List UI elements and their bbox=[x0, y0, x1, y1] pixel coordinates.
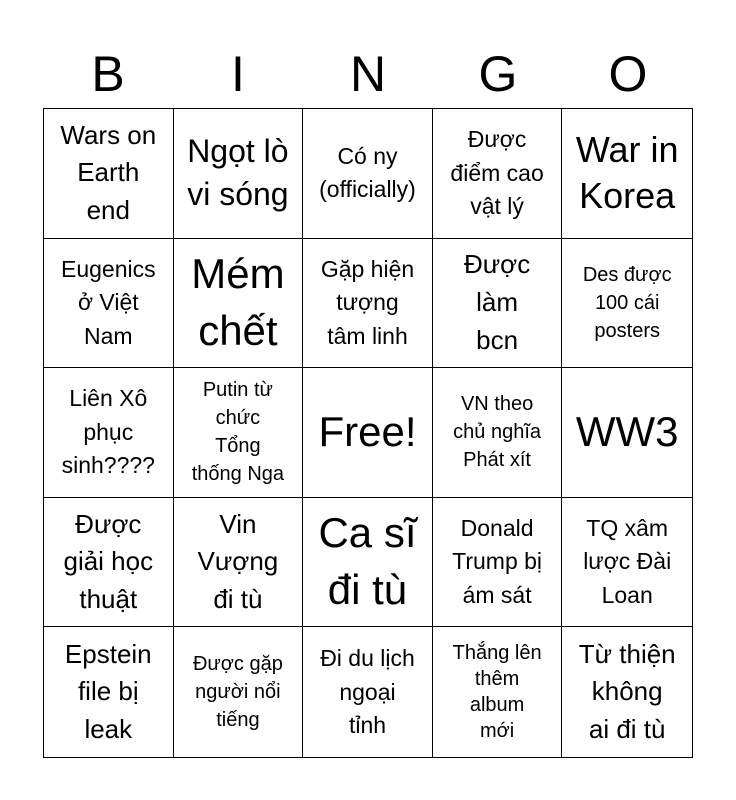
bingo-cell-r2c5[interactable] bbox=[562, 239, 692, 369]
bingo-cell-text: Putin từ chức Tổng thống Nga bbox=[191, 379, 285, 486]
bingo-cell-text: Eugenics ở Việt Nam bbox=[60, 255, 156, 349]
bingo-cell-text: Được gặp người nổi tiếng bbox=[192, 653, 283, 732]
bingo-cell-text: Liên Xô phục sinh???? bbox=[61, 385, 155, 479]
bingo-cell-r3c2[interactable] bbox=[174, 368, 304, 498]
header-letter-o: O bbox=[608, 46, 648, 102]
bingo-cell-text: Có ny (officially) bbox=[319, 142, 416, 203]
bingo-cell-text: Gặp hiện tượng tâm linh bbox=[320, 255, 415, 349]
bingo-cell-r2c1[interactable] bbox=[44, 239, 174, 369]
header-letter-g: G bbox=[478, 46, 518, 102]
header-letter-n: N bbox=[349, 46, 387, 102]
bingo-cell-text: Đi du lịch ngoại tỉnh bbox=[320, 645, 415, 738]
bingo-cell-text: Mém chết bbox=[191, 250, 285, 354]
bingo-cell-r4c4[interactable] bbox=[433, 498, 563, 628]
bingo-cell-text: WW3 bbox=[575, 408, 679, 456]
bingo-cell-text: Epstein file bị leak bbox=[64, 638, 152, 745]
bingo-cell-r1c4[interactable] bbox=[433, 109, 563, 239]
bingo-cell-text: Des được 100 cái posters bbox=[582, 263, 672, 342]
bingo-cell-r2c2[interactable] bbox=[174, 239, 304, 369]
bingo-cell-r4c3[interactable] bbox=[303, 498, 433, 628]
bingo-cell-text: Được làm bcn bbox=[463, 249, 531, 355]
bingo-cell-r1c5[interactable] bbox=[562, 109, 692, 239]
bingo-cell-r4c5[interactable] bbox=[562, 498, 692, 628]
bingo-grid bbox=[43, 108, 693, 758]
bingo-cell-text: Ca sĩ đi tù bbox=[318, 509, 417, 614]
bingo-cell-text: Vin Vượng đi tù bbox=[197, 508, 279, 614]
free-space-label: Free! bbox=[318, 408, 417, 456]
bingo-cell-r3c1[interactable] bbox=[44, 368, 174, 498]
bingo-cell-r3c3-free[interactable] bbox=[303, 368, 433, 498]
bingo-cell-r4c1[interactable] bbox=[44, 498, 174, 628]
bingo-cell-text: Thắng lên thêm album mới bbox=[452, 642, 542, 743]
bingo-cell-r2c4[interactable] bbox=[433, 239, 563, 369]
bingo-cell-r3c5[interactable] bbox=[562, 368, 692, 498]
bingo-cell-text: Donald Trump bị ám sát bbox=[452, 515, 543, 608]
bingo-cell-r5c1[interactable] bbox=[44, 627, 174, 757]
bingo-cell-r4c2[interactable] bbox=[174, 498, 304, 628]
bingo-cell-r5c2[interactable] bbox=[174, 627, 304, 757]
bingo-cell-text: Từ thiện không ai đi tù bbox=[578, 638, 676, 745]
bingo-cell-r1c3[interactable] bbox=[303, 109, 433, 239]
bingo-cell-r5c4[interactable] bbox=[433, 627, 563, 757]
bingo-cell-text: TQ xâm lược Đài Loan bbox=[583, 515, 672, 608]
bingo-cell-text: Được điểm cao vật lý bbox=[450, 126, 544, 219]
bingo-cell-r3c4[interactable] bbox=[433, 368, 563, 498]
bingo-cell-r5c3[interactable] bbox=[303, 627, 433, 757]
bingo-cell-text: VN theo chủ nghĩa Phát xít bbox=[453, 393, 542, 472]
header-letter-b: B bbox=[91, 46, 125, 102]
bingo-cell-r1c1[interactable] bbox=[44, 109, 174, 239]
bingo-cell-text: Wars on Earth end bbox=[60, 119, 157, 226]
bingo-cell-text: Ngọt lò vi sóng bbox=[187, 133, 289, 213]
header-letter-i: I bbox=[231, 46, 245, 102]
bingo-cell-text: Được giải học thuật bbox=[63, 508, 154, 614]
bingo-cell-text: War in Korea bbox=[575, 128, 679, 217]
bingo-cell-r5c5[interactable] bbox=[562, 627, 692, 757]
bingo-cell-r2c3[interactable] bbox=[303, 239, 433, 369]
bingo-header bbox=[43, 40, 693, 108]
bingo-cell-r1c2[interactable] bbox=[174, 109, 304, 239]
